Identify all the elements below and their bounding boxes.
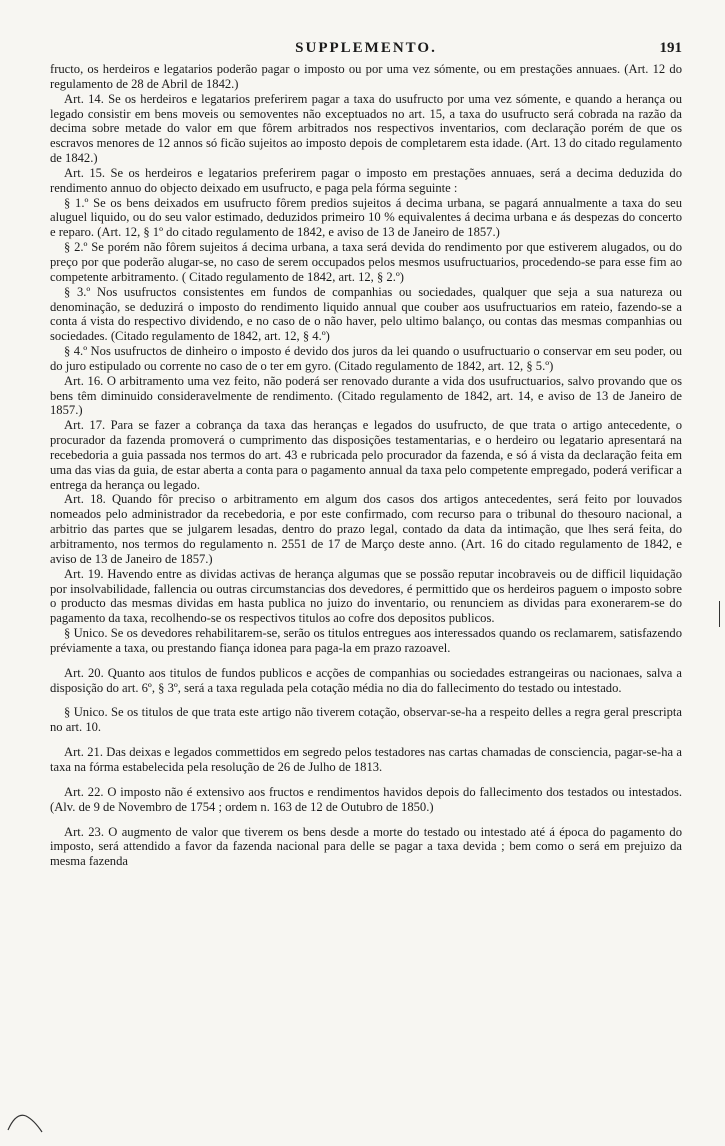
article-22: Art. 22. O imposto não é extensivo aos fructos e rendimentos havidos depois do fallecimento dos testados ou intestados. (Alv. de 9 de Novembro de 1754 ; ordem n. 163 de 12 de Outubro de 1850.) xyxy=(50,784,682,814)
article-14: Art. 14. Se os herdeiros e legatarios preferirem pagar a taxa do usufructo por uma vez sómente, e quando a herança ou legado consistir em bens moveis ou semoventes não exceptuados no art. 15, a taxa do usufructo será cobrada na razão da decima sobre metade do valor em que fôrem arbitrados nos respectivos inventarios, com declaração porém de que os escravos menores de 12 annos só ficão sujeitos ao imposto depois de completarem esta idade. (Art. 13 do citado regulamento de 1842.) xyxy=(50,91,682,166)
article-20-sole-paragraph: § Unico. Se os titulos de que trata este artigo não tiverem cotação, observar-se-ha a respeito delles a regra geral prescripta no art. 10. xyxy=(50,705,682,735)
article-15-paragraph-2: § 2.º Se porém não fôrem sujeitos á decima urbana, a taxa será devida do rendimento por que estiverem alugados, ou do preço por que poderão alugar-se, no caso de serem occupados pelos mesmos usufructuarios, procedendo-se para esse fim ao competente arbitramento. ( Citado regulamento de 1842, art. 12, § 2.º) xyxy=(50,240,682,284)
article-23: Art. 23. O augmento de valor que tiverem os bens desde a morte do testado ou intestado até á época do pagamento do imposto, será attendido a favor da fazenda nacional para delle se pagar a taxa devida ; bem como o será em prejuizo da mesma fazenda xyxy=(50,824,682,869)
document-page xyxy=(50,40,682,869)
article-19: Art. 19. Havendo entre as dividas activas de herança algumas que se possão reputar incobraveis ou de difficil liquidação por insolvabilidade, fallencia ou outras circumstancias dos devedores, é permittido que os herdeiros paguem o imposto sobre o producto das mesmas dividas em hasta publica no juizo do inventario, ou renunciem as dividas para exonerarem-se do pagamento da taxa, recolhendo-se os respectivos titulos ao cofre dos depositos publicos. xyxy=(50,566,682,626)
article-15-paragraph-4: § 4.º Nos usufructos de dinheiro o imposto é devido dos juros da lei quando o usufructuario o conservar em seu poder, ou do juro estipulado ou corrente no caso de o ter em gyro. (Citado regulamento de 1842, art. 12, § 5.º) xyxy=(50,344,682,373)
margin-tick-mark xyxy=(719,601,720,627)
page-header xyxy=(50,40,682,62)
article-16: Art. 16. O arbitramento uma vez feito, não poderá ser renovado durante a vida dos usufructuarios, salvo provando que os bens têm diminuido consideravelmente de rendimento. (Citado regulamento de 1842, art. 14, e aviso de 13 de Janeiro de 1857.) xyxy=(50,373,682,418)
page-number: 191 xyxy=(659,40,682,56)
paragraph-continuation: fructo, os herdeiros e legatarios poderão pagar o imposto ou por uma vez sómente, ou em prestações annuaes. (Art. 12 do regulamento de 28 de Abril de 1842.) xyxy=(50,62,682,91)
margin-pen-stroke xyxy=(6,1110,46,1134)
article-21: Art. 21. Das deixas e legados commettidos em segredo pelos testadores nas cartas chamadas de consciencia, pagar-se-ha a taxa na fórma estabelecida pela resolução de 26 de Julho de 1813. xyxy=(50,745,682,774)
article-15: Art. 15. Se os herdeiros e legatarios preferirem pagar o imposto em prestações annuaes, será a decima deduzida do rendimento annuo do objecto deixado em usufructo, e paga pela fórma seguinte : xyxy=(50,165,682,195)
document-body xyxy=(50,62,682,869)
article-20: Art. 20. Quanto aos titulos de fundos publicos e acções de companhias ou sociedades estrangeiras ou nacionaes, salva a disposição do art. 6º, § 3º, será a taxa regulada pela cotação média no dia do fallecimento do testado ou intestado. xyxy=(50,665,682,695)
article-18: Art. 18. Quando fôr preciso o arbitramento em algum dos casos dos artigos antecedentes, será feito por louvados nomeados pelo administrador da recebedoria, e por este confirmado, com recurso para o tribunal do thesouro nacional, a arbitrio das partes que se julgarem lesadas, dentro do prazo legal, contado da data da intimação, que lhes será feita, do arbitramento, nos termos do regulamento n. 2551 de 17 de Março deste anno. (Art. 16 do citado regulamento de 1842, e aviso de 13 de Janeiro de 1857.) xyxy=(50,492,682,566)
running-title: SUPPLEMENTO. xyxy=(295,40,437,56)
article-19-sole-paragraph: § Unico. Se os devedores rehabilitarem-se, serão os titulos entregues aos interessados quando os reclamarem, satisfazendo préviamente a taxa, ou prestando fiança idonea para paga-la em prazo razoavel. xyxy=(50,626,682,655)
article-15-paragraph-3: § 3.º Nos usufructos consistentes em fundos de companhias ou sociedades, qualquer que seja a sua natureza ou denominação, se deduzirá o imposto do rendimento liquido annual que couber aos usufructuarios em rateio, fazendo-se a conta á vista do respectivo dividendo, e no caso de o não haver, pelo ultimo balanço, ou contas das mesmas companhias ou sociedades. (Citado regulamento de 1842, art. 12, § 4.º) xyxy=(50,284,682,344)
article-17: Art. 17. Para se fazer a cobrança da taxa das heranças e legados do usufructo, de que trata o artigo antecedente, o procurador da fazenda promoverá o cumprimento das disposições testamentarias, e o herdeiro ou legatario apresentará na recebedoria a guia passada nos termos do art. 43 e rubricada pelo procurador da fazenda, e só á vista da declaração feita em uma das vias da guia, de estar aberta a conta para o pagamento annual da taxa pelo competente empregado, poderá verificar a entrega da herança ou legado. xyxy=(50,418,682,492)
article-15-paragraph-1: § 1.º Se os bens deixados em usufructo fôrem predios sujeitos á decima urbana, se pagará annualmente a taxa do seu aluguel liquido, ou do seu valor estimado, deduzidos primeiro 10 % equivalentes á decima urbana e ás despezas do concerto e reparo. (Art. 12, § 1º do citado regulamento de 1842, e aviso de 13 de Janeiro de 1857.) xyxy=(50,195,682,240)
